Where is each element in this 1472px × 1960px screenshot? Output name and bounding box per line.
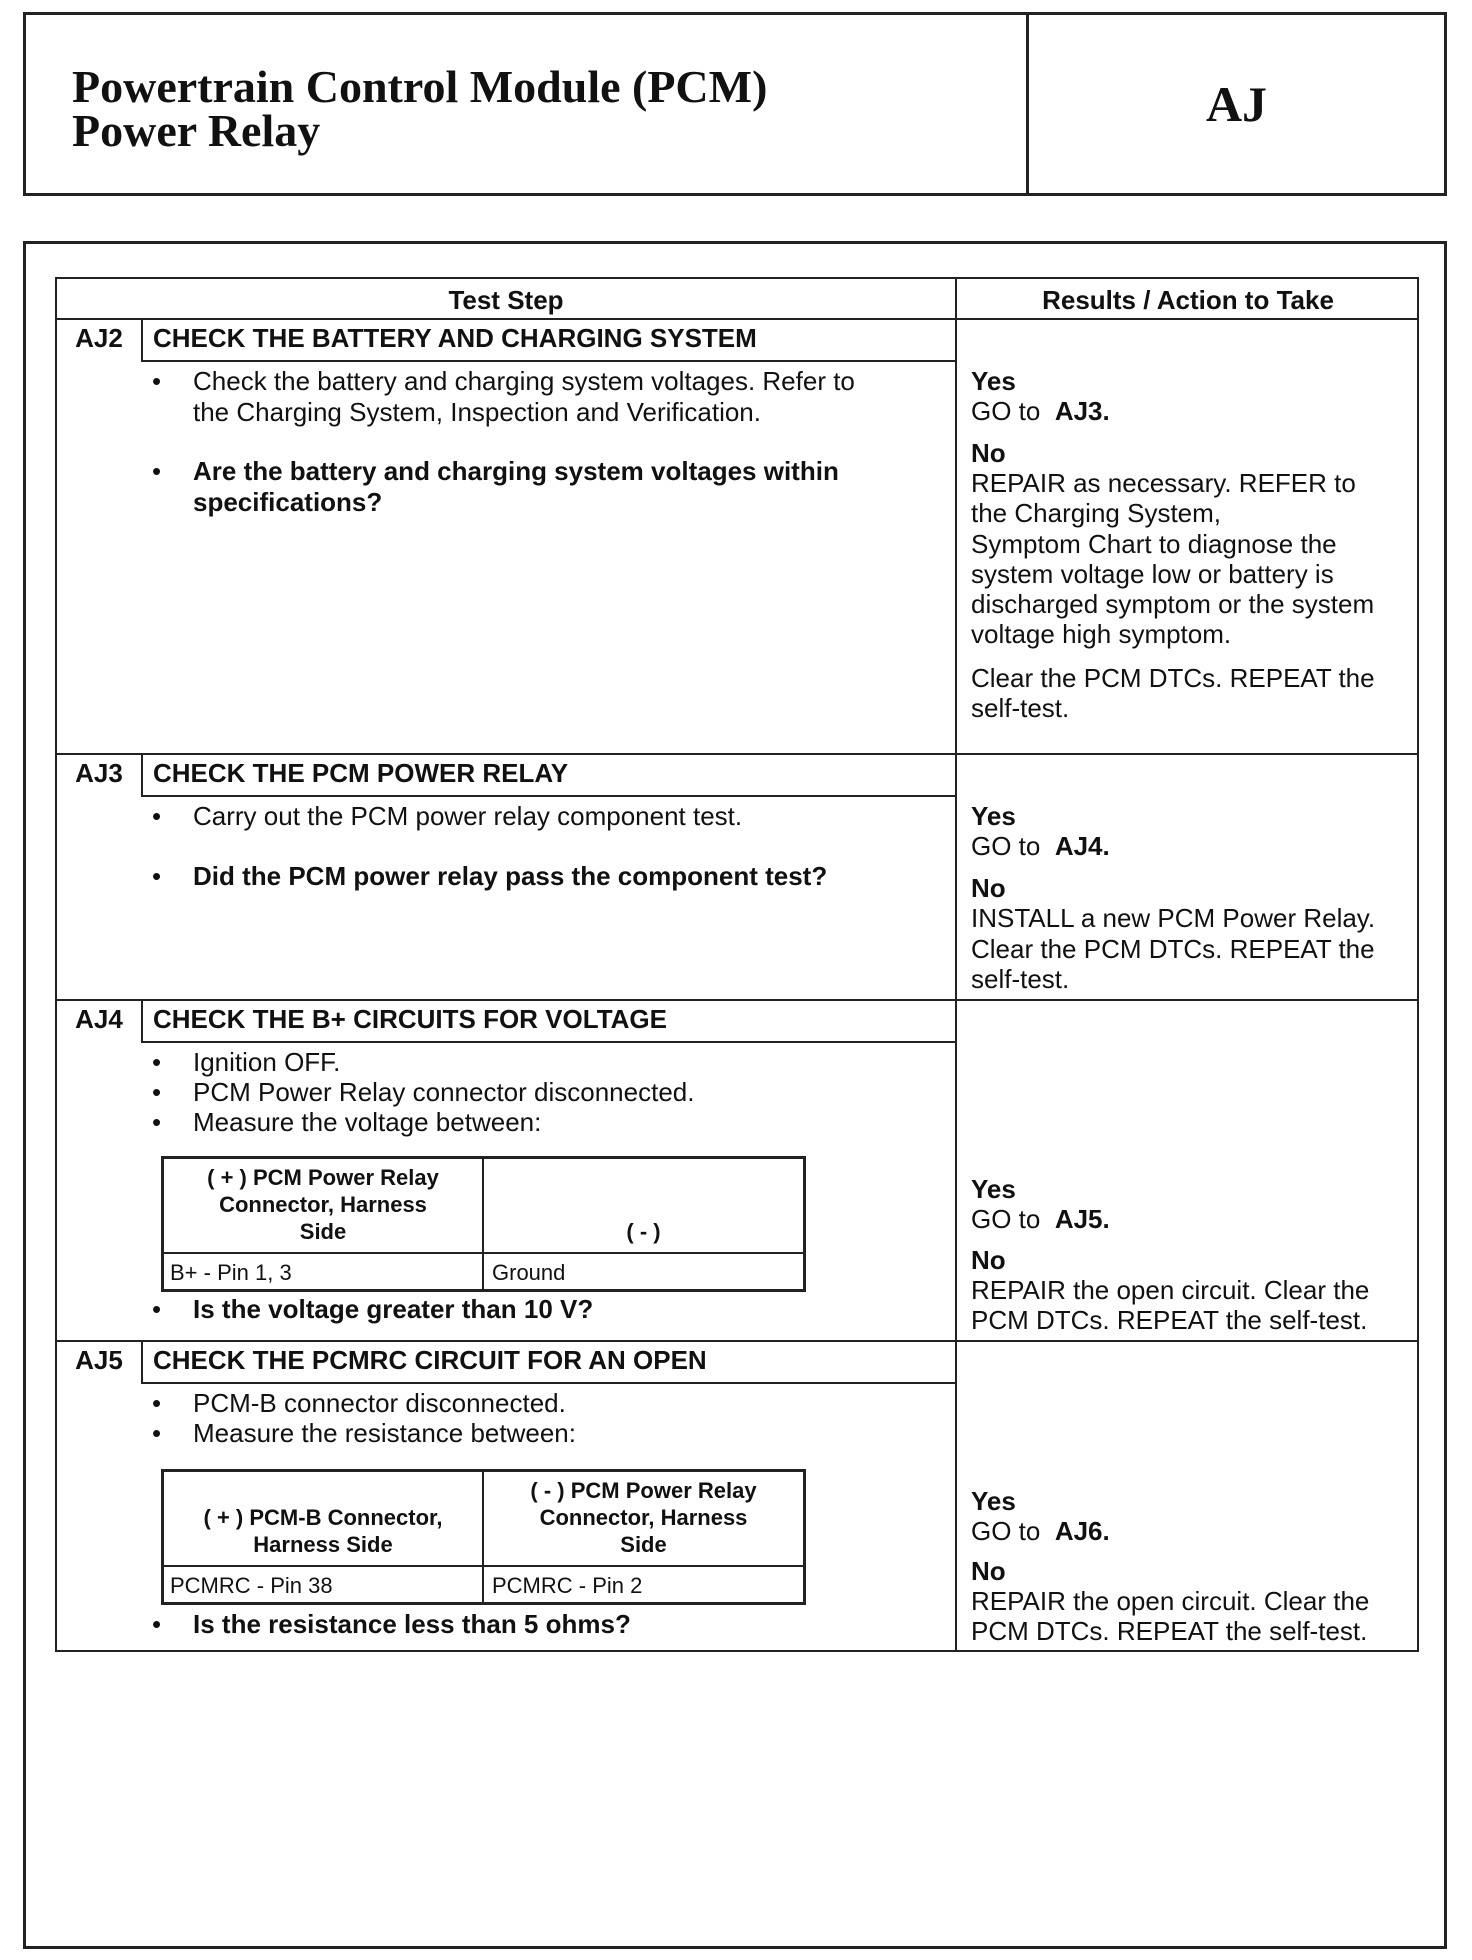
- question-aj5: Is the resistance less than 5 ohms?: [193, 1609, 631, 1639]
- go-to-text: GO to: [971, 831, 1041, 861]
- bullet-item-aj5: Measure the resistance between:: [193, 1418, 576, 1448]
- result-no-line: REPAIR the open circuit. Clear the: [971, 1275, 1370, 1305]
- sub-header-rule: [164, 1565, 803, 1567]
- sub-header-line: Side: [620, 1532, 667, 1557]
- column-divider: [955, 279, 957, 1650]
- result-no-extra-aj2: [971, 663, 1375, 723]
- page-title: [72, 61, 768, 156]
- sub-header-line: Harness Side: [253, 1532, 393, 1557]
- bullet-item-aj4: Ignition OFF.: [193, 1047, 341, 1077]
- bullet-item-aj4: Measure the voltage between:: [193, 1107, 542, 1137]
- result-no-line: PCM DTCs. REPEAT the self-test.: [971, 1305, 1368, 1335]
- page-header: [23, 12, 1447, 196]
- bullet-icon: •: [152, 1077, 162, 1107]
- bullet-icon: •: [152, 1107, 162, 1137]
- measurement-table-aj4: [161, 1156, 806, 1292]
- sub-cell-positive: B+ - Pin 1, 3: [170, 1260, 292, 1285]
- result-no-line: self-test.: [971, 693, 1070, 723]
- step-id-aj2: AJ2: [75, 323, 123, 353]
- sub-header-negative: ( - ): [626, 1219, 661, 1244]
- result-no-line: INSTALL a new PCM Power Relay.: [971, 903, 1376, 933]
- bullet-item-aj4: PCM Power Relay connector disconnected.: [193, 1077, 695, 1107]
- bullet-icon: •: [152, 1388, 162, 1418]
- result-yes-aj2: Yes: [971, 366, 1016, 396]
- result-yes-action-aj5: [971, 1516, 1110, 1547]
- result-no-aj4: No: [971, 1245, 1006, 1275]
- result-no-line: REPAIR as necessary. REFER to: [971, 468, 1356, 498]
- step-id-aj5: AJ5: [75, 1345, 123, 1375]
- step-id-aj4: AJ4: [75, 1004, 123, 1034]
- result-no-aj3: No: [971, 873, 1006, 903]
- go-to-target: AJ3.: [1054, 396, 1110, 426]
- step-title-rule: [141, 1041, 955, 1043]
- header-rule: [57, 318, 1417, 320]
- bullet-icon: •: [152, 366, 162, 396]
- step-rule: [57, 753, 1417, 755]
- result-yes-action-aj2: [971, 396, 1110, 427]
- question-aj2-line1: Are the battery and charging system voltages within: [193, 456, 839, 486]
- step-title-aj4: CHECK THE B+ CIRCUITS FOR VOLTAGE: [153, 1004, 667, 1034]
- sub-header-positive: [164, 1164, 482, 1245]
- sub-header-line: ( - ) PCM Power Relay: [530, 1478, 757, 1503]
- result-no-line: Clear the PCM DTCs. REPEAT the: [971, 933, 1375, 964]
- question-aj3: Did the PCM power relay pass the component test?: [193, 861, 828, 891]
- result-no-line: system voltage low or battery is: [971, 558, 1334, 589]
- result-no-aj2: No: [971, 438, 1006, 468]
- result-no-line: PCM DTCs. REPEAT the self-test.: [971, 1616, 1368, 1646]
- sub-cell-positive: PCMRC - Pin 38: [170, 1573, 333, 1598]
- sub-header-negative: [484, 1477, 803, 1558]
- step-rule: [57, 999, 1417, 1001]
- result-yes-action-aj4: [971, 1204, 1110, 1235]
- result-no-line: Symptom Chart to diagnose the: [971, 528, 1337, 559]
- step-id-divider: [141, 320, 143, 360]
- sub-header-line: ( + ) PCM Power Relay: [207, 1165, 439, 1190]
- step-title-aj5: CHECK THE PCMRC CIRCUIT FOR AN OPEN: [153, 1345, 707, 1375]
- result-yes-aj3: Yes: [971, 801, 1016, 831]
- bullet-item-aj5: PCM-B connector disconnected.: [193, 1388, 566, 1418]
- instruction-aj2-line1: Check the battery and charging system voltages. Refer to: [193, 366, 855, 396]
- result-yes-aj4: Yes: [971, 1174, 1016, 1204]
- go-to-text: GO to: [971, 396, 1041, 426]
- bullet-icon: •: [152, 861, 162, 891]
- measurement-table-aj5: [161, 1469, 806, 1605]
- go-to-target: AJ6.: [1054, 1516, 1110, 1546]
- sub-header-line: Side: [299, 1219, 347, 1244]
- result-no-line: the Charging System,: [971, 498, 1222, 529]
- sub-header-line: Connector, Harness: [539, 1505, 748, 1530]
- result-yes-action-aj3: [971, 831, 1110, 862]
- instruction-aj2-line2: the Charging System, Inspection and Verification.: [193, 397, 761, 427]
- diagnostic-table: [55, 277, 1419, 1652]
- go-to-text: GO to: [971, 1516, 1041, 1546]
- result-no-line: self-test.: [971, 964, 1070, 994]
- step-id-divider: [141, 1001, 143, 1041]
- result-no-action-aj3: [971, 903, 1375, 995]
- question-aj4: Is the voltage greater than 10 V?: [193, 1294, 594, 1324]
- bullet-icon: •: [152, 456, 162, 486]
- result-no-action-aj5: [971, 1586, 1369, 1646]
- go-to-target: AJ4.: [1054, 831, 1110, 861]
- col-header-results: Results / Action to Take: [1042, 285, 1334, 315]
- sub-cell-negative: Ground: [492, 1260, 566, 1285]
- result-no-line: REPAIR the open circuit. Clear the: [971, 1586, 1370, 1616]
- step-id-aj3: AJ3: [75, 758, 123, 788]
- result-no-line: Clear the PCM DTCs. REPEAT the: [971, 663, 1375, 693]
- step-id-divider: [141, 1342, 143, 1382]
- step-title-rule: [141, 795, 955, 797]
- result-no-line: discharged symptom or the system: [971, 589, 1375, 620]
- sub-cell-negative: PCMRC - Pin 2: [492, 1573, 643, 1598]
- go-to-text: GO to: [971, 1204, 1041, 1234]
- result-no-action-aj4: [971, 1275, 1369, 1335]
- step-rule: [57, 1340, 1417, 1342]
- question-aj2-line2: specifications?: [193, 487, 383, 517]
- sub-header-line: Connector, Harness: [219, 1192, 427, 1217]
- result-no-aj5: No: [971, 1556, 1006, 1586]
- step-title-rule: [141, 1382, 955, 1384]
- result-no-line: voltage high symptom.: [971, 619, 1232, 650]
- result-no-action-aj2: [971, 468, 1374, 650]
- bullet-icon: •: [152, 1418, 162, 1448]
- bullet-icon: •: [152, 801, 162, 831]
- go-to-target: AJ5.: [1054, 1204, 1110, 1234]
- step-title-aj2: CHECK THE BATTERY AND CHARGING SYSTEM: [153, 323, 757, 353]
- page-title-line1: Powertrain Control Module (PCM): [72, 61, 768, 112]
- section-code: AJ: [1205, 76, 1268, 132]
- page-title-line2: Power Relay: [72, 105, 321, 156]
- result-yes-aj5: Yes: [971, 1486, 1016, 1516]
- sub-header-line: ( + ) PCM-B Connector,: [203, 1505, 443, 1530]
- sub-header-rule: [164, 1252, 803, 1254]
- bullet-icon: •: [152, 1047, 162, 1077]
- step-id-divider: [141, 755, 143, 795]
- bullet-icon: •: [152, 1609, 162, 1639]
- step-title-aj3: CHECK THE PCM POWER RELAY: [153, 758, 569, 788]
- instruction-aj3: Carry out the PCM power relay component test.: [193, 801, 743, 831]
- bullet-icon: •: [152, 1294, 162, 1324]
- sub-header-positive: [164, 1504, 482, 1558]
- col-header-test-step: Test Step: [448, 285, 564, 315]
- step-title-rule: [141, 360, 955, 362]
